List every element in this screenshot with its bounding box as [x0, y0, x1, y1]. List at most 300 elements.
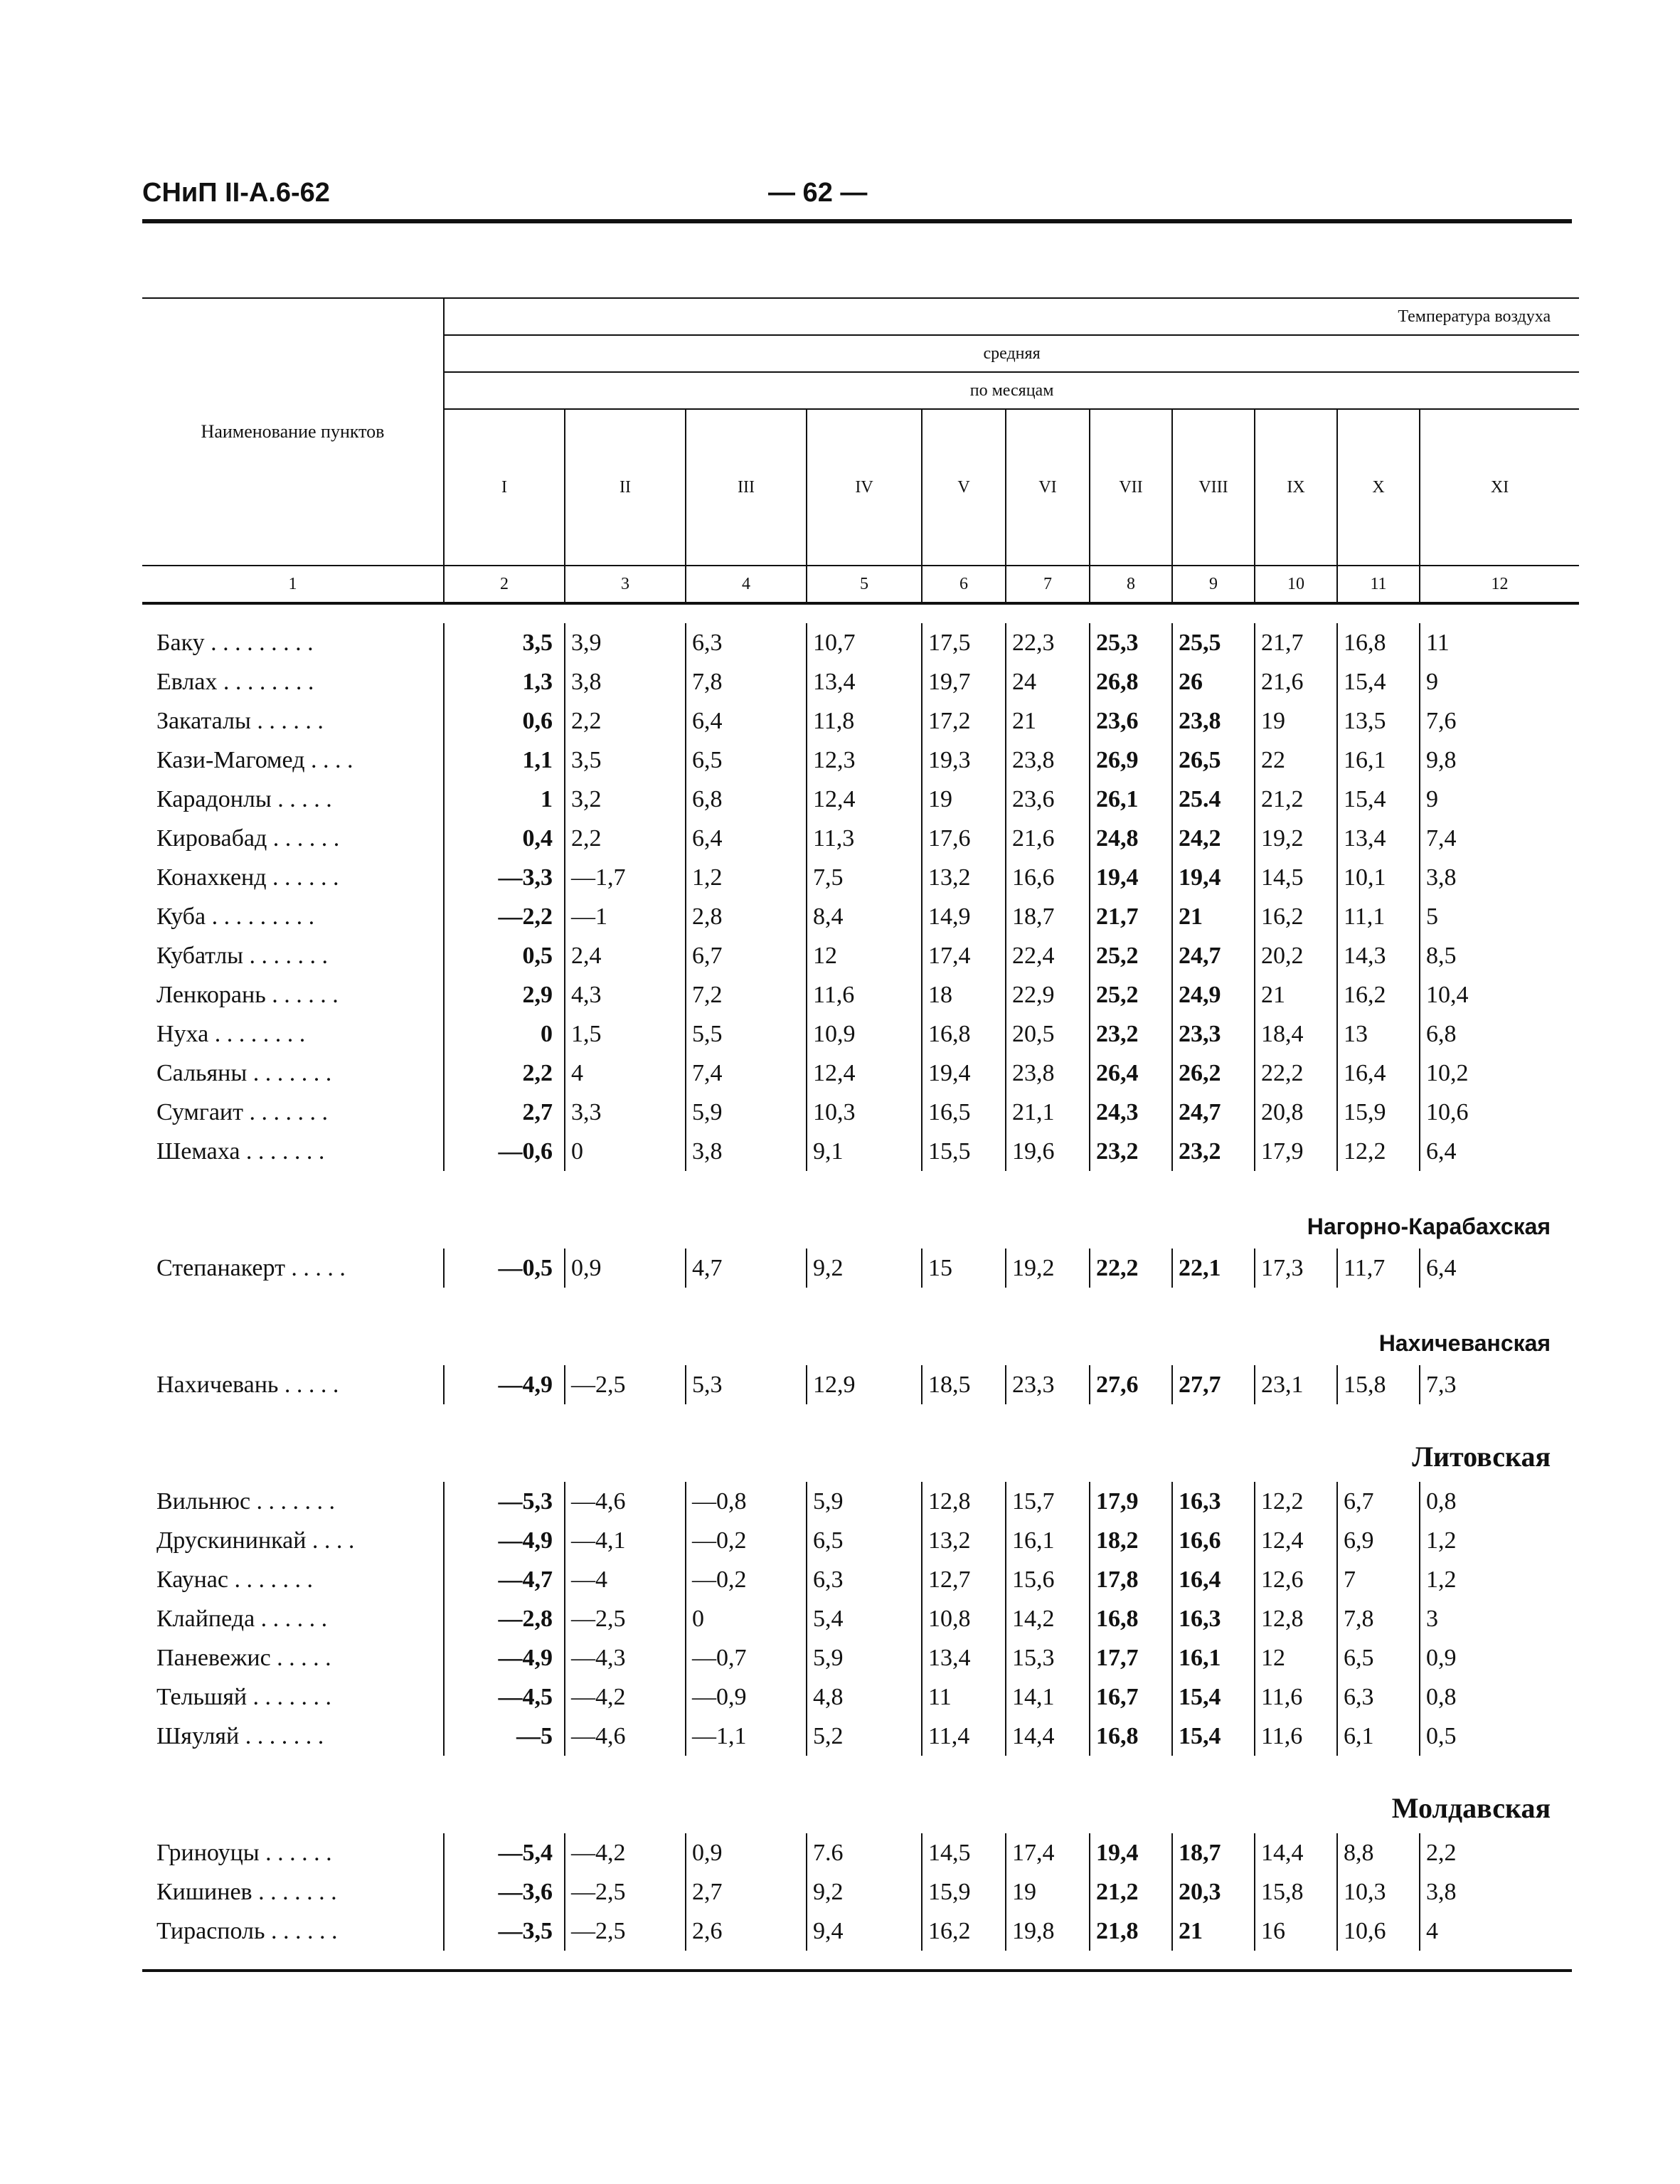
- temp-cell-month-9: 17,3: [1255, 1249, 1337, 1288]
- temp-cell-month-5: 15,5: [922, 1132, 1006, 1171]
- temp-cell-month-10: 11,1: [1337, 897, 1420, 936]
- column-number-row: [142, 566, 1579, 603]
- temp-cell-month-7: 19,4: [1090, 1833, 1172, 1872]
- temp-cell-month-4: 12,4: [807, 780, 922, 819]
- station-name: Тельшяй . . . . . . .: [142, 1677, 444, 1717]
- temp-cell-month-6: 23,8: [1006, 741, 1090, 780]
- table-row: [142, 1560, 1579, 1599]
- temp-cell-month-4: 11,6: [807, 975, 922, 1014]
- temp-cell-month-1: —4,5: [444, 1677, 565, 1717]
- temp-cell-month-7: 25,3: [1090, 623, 1172, 662]
- temp-cell-month-3: 4,7: [686, 1249, 807, 1288]
- temp-cell-month-5: 17,4: [922, 936, 1006, 975]
- station-name: Сальяны . . . . . . .: [142, 1054, 444, 1093]
- sub-sub-header: по месяцам: [444, 372, 1579, 409]
- temp-cell-month-1: —3,5: [444, 1912, 565, 1951]
- column-number-5: 5: [807, 566, 922, 603]
- temp-cell-month-10: 15,9: [1337, 1093, 1420, 1132]
- temp-cell-month-11: 7,6: [1426, 707, 1457, 734]
- temp-cell-month-11: 0,5: [1426, 1722, 1457, 1749]
- month-header-8: VIII: [1172, 409, 1255, 566]
- table-row: [142, 1054, 1579, 1093]
- temp-cell-month-4: 10,3: [807, 1093, 922, 1132]
- temp-cell-month-6: 23,8: [1006, 1054, 1090, 1093]
- group-header: Температура воздуха: [444, 298, 1579, 335]
- temp-cell-month-8: 24,7: [1172, 1093, 1255, 1132]
- temp-cell-month-11: 5: [1426, 903, 1438, 930]
- temp-cell-month-10: 6,3: [1337, 1677, 1420, 1717]
- temp-cell-month-11: 9: [1426, 785, 1438, 812]
- station-name: Кубатлы . . . . . . .: [142, 936, 444, 975]
- page-number: — 62 —: [768, 178, 868, 208]
- temp-cell-month-8: 20,3: [1172, 1872, 1255, 1912]
- table-row: [142, 1132, 1579, 1171]
- temp-cell-month-6: 22,3: [1006, 623, 1090, 662]
- temp-cell-month-6: 23,3: [1006, 1365, 1090, 1404]
- column-number-11: 11: [1337, 566, 1420, 603]
- temp-cell-month-3: —0,9: [686, 1677, 807, 1717]
- temp-cell-month-10: 13: [1337, 1014, 1420, 1054]
- temp-cell-month-11: 7,3: [1426, 1371, 1457, 1398]
- month-header-5: V: [922, 409, 1006, 566]
- temp-cell-month-3: 6,4: [686, 819, 807, 858]
- temp-cell-month-11: 4: [1426, 1917, 1438, 1944]
- station-name: Нахичевань . . . . .: [142, 1365, 444, 1404]
- temp-cell-month-1: 3,5: [444, 623, 565, 662]
- temp-cell-month-7: 26,8: [1090, 662, 1172, 701]
- month-header-11: XI: [1420, 409, 1579, 566]
- temp-cell-month-2: —4,2: [565, 1833, 686, 1872]
- temp-cell-month-9: 19,2: [1255, 819, 1337, 858]
- temp-cell-month-9: 16,2: [1255, 897, 1337, 936]
- temp-cell-month-11: 0,8: [1426, 1683, 1457, 1710]
- temp-cell-month-5: 14,9: [922, 897, 1006, 936]
- temp-cell-month-7: 17,8: [1090, 1560, 1172, 1599]
- temp-cell-month-11: 6,8: [1426, 1020, 1457, 1047]
- temp-cell-month-8: 23,8: [1172, 701, 1255, 741]
- temp-cell-month-7: 23,2: [1090, 1132, 1172, 1171]
- temp-cell-month-11: 11: [1426, 629, 1450, 656]
- temp-cell-month-10: 10,6: [1337, 1912, 1420, 1951]
- column-number-6: 6: [922, 566, 1006, 603]
- temp-cell-month-4: 9,1: [807, 1132, 922, 1171]
- temp-cell-month-6: 21: [1006, 701, 1090, 741]
- temp-cell-month-8: 25.4: [1172, 780, 1255, 819]
- temp-cell-month-1: —0,5: [444, 1249, 565, 1288]
- temp-cell-month-4: 9,4: [807, 1912, 922, 1951]
- temp-cell-month-4: 11,3: [807, 819, 922, 858]
- temp-cell-month-3: 6,4: [686, 701, 807, 741]
- station-name: Ленкорань . . . . . .: [142, 975, 444, 1014]
- temp-cell-month-3: —0,7: [686, 1638, 807, 1677]
- table-row: [142, 741, 1579, 780]
- temp-cell-month-2: —4,2: [565, 1677, 686, 1717]
- temp-cell-month-8: 16,3: [1172, 1599, 1255, 1638]
- temp-cell-month-1: —4,9: [444, 1521, 565, 1560]
- table-row: [142, 780, 1579, 819]
- temp-cell-month-3: —0,2: [686, 1521, 807, 1560]
- station-name: Кази-Магомед . . . .: [142, 741, 444, 780]
- temp-cell-month-6: 16,6: [1006, 858, 1090, 897]
- temp-cell-month-6: 20,5: [1006, 1014, 1090, 1054]
- temp-cell-month-11: 9: [1426, 668, 1438, 695]
- column-number-4: 4: [686, 566, 807, 603]
- column-number-12: 12: [1420, 566, 1579, 603]
- temp-cell-month-10: 15,4: [1337, 780, 1420, 819]
- temp-cell-month-3: 5,5: [686, 1014, 807, 1054]
- temp-cell-month-9: 23,1: [1255, 1365, 1337, 1404]
- temp-cell-month-8: 19,4: [1172, 858, 1255, 897]
- temp-cell-month-7: 16,8: [1090, 1717, 1172, 1756]
- temp-cell-month-10: 15,8: [1337, 1365, 1420, 1404]
- station-name: Степанакерт . . . . .: [142, 1249, 444, 1288]
- temp-cell-month-4: 11,8: [807, 701, 922, 741]
- region-row: [142, 1404, 1579, 1482]
- temp-cell-month-5: 17,2: [922, 701, 1006, 741]
- temp-cell-month-1: 0,4: [444, 819, 565, 858]
- table-row: [142, 1717, 1579, 1756]
- temp-cell-month-4: 10,7: [807, 623, 922, 662]
- sub-header: средняя: [444, 335, 1579, 372]
- temp-cell-month-6: 23,6: [1006, 780, 1090, 819]
- temp-cell-month-8: 16,3: [1172, 1482, 1255, 1521]
- temp-cell-month-6: 19: [1006, 1872, 1090, 1912]
- temp-cell-month-6: 17,4: [1006, 1833, 1090, 1872]
- station-name: Карадонлы . . . . .: [142, 780, 444, 819]
- temp-cell-month-7: 16,8: [1090, 1599, 1172, 1638]
- temp-cell-month-6: 22,4: [1006, 936, 1090, 975]
- temp-cell-month-11: 8,5: [1426, 942, 1457, 969]
- temp-cell-month-1: 2,2: [444, 1054, 565, 1093]
- temp-cell-month-8: 27,7: [1172, 1365, 1255, 1404]
- temp-cell-month-7: 17,7: [1090, 1638, 1172, 1677]
- temp-cell-month-2: —1: [565, 897, 686, 936]
- temp-cell-month-5: 12,8: [922, 1482, 1006, 1521]
- temp-cell-month-9: 20,2: [1255, 936, 1337, 975]
- temp-cell-month-2: —4: [565, 1560, 686, 1599]
- temp-cell-month-9: 12,8: [1255, 1599, 1337, 1638]
- temp-cell-month-7: 18,2: [1090, 1521, 1172, 1560]
- station-name: Закаталы . . . . . .: [142, 701, 444, 741]
- table-row: [142, 1872, 1579, 1912]
- table-row: [142, 936, 1579, 975]
- temp-cell-month-6: 15,6: [1006, 1560, 1090, 1599]
- temp-cell-month-3: 2,7: [686, 1872, 807, 1912]
- temp-cell-month-1: —4,7: [444, 1560, 565, 1599]
- temp-cell-month-10: 8,8: [1337, 1833, 1420, 1872]
- temp-cell-month-9: 14,4: [1255, 1833, 1337, 1872]
- temp-cell-month-3: 5,9: [686, 1093, 807, 1132]
- temp-cell-month-6: 18,7: [1006, 897, 1090, 936]
- temp-cell-month-1: —3,6: [444, 1872, 565, 1912]
- temp-cell-month-4: 7,5: [807, 858, 922, 897]
- table-row: [142, 858, 1579, 897]
- temp-cell-month-6: 19,8: [1006, 1912, 1090, 1951]
- table-row: [142, 1833, 1579, 1872]
- temp-cell-month-3: 5,3: [686, 1365, 807, 1404]
- month-header-9: IX: [1255, 409, 1337, 566]
- temp-cell-month-8: 26: [1172, 662, 1255, 701]
- temp-cell-month-4: 7.6: [807, 1833, 922, 1872]
- temp-cell-month-5: 15,9: [922, 1872, 1006, 1912]
- temp-cell-month-6: 15,7: [1006, 1482, 1090, 1521]
- temp-cell-month-10: 6,1: [1337, 1717, 1420, 1756]
- temp-cell-month-2: —2,5: [565, 1365, 686, 1404]
- station-name: Кировабад . . . . . .: [142, 819, 444, 858]
- temp-cell-month-6: 16,1: [1006, 1521, 1090, 1560]
- station-name: Евлах . . . . . . . .: [142, 662, 444, 701]
- temp-cell-month-8: 22,1: [1172, 1249, 1255, 1288]
- month-header-10: X: [1337, 409, 1420, 566]
- temp-cell-month-2: 2,2: [565, 819, 686, 858]
- header-rule: [142, 219, 1572, 223]
- temp-cell-month-10: 13,5: [1337, 701, 1420, 741]
- temp-cell-month-9: 12,6: [1255, 1560, 1337, 1599]
- temp-cell-month-9: 14,5: [1255, 858, 1337, 897]
- temp-cell-month-7: 21,8: [1090, 1912, 1172, 1951]
- temp-cell-month-8: 15,4: [1172, 1717, 1255, 1756]
- temp-cell-month-5: 16,2: [922, 1912, 1006, 1951]
- temp-cell-month-6: 14,2: [1006, 1599, 1090, 1638]
- temp-cell-month-4: 5,4: [807, 1599, 922, 1638]
- temp-cell-month-5: 11,4: [922, 1717, 1006, 1756]
- temp-cell-month-9: 17,9: [1255, 1132, 1337, 1171]
- temp-cell-month-2: 2,4: [565, 936, 686, 975]
- temp-cell-month-2: —2,5: [565, 1599, 686, 1638]
- temp-cell-month-1: —5: [444, 1717, 565, 1756]
- temp-cell-month-2: —1,7: [565, 858, 686, 897]
- temp-cell-month-6: 15,3: [1006, 1638, 1090, 1677]
- temp-cell-month-1: —5,3: [444, 1482, 565, 1521]
- temp-cell-month-7: 16,7: [1090, 1677, 1172, 1717]
- temp-cell-month-8: 21: [1172, 1912, 1255, 1951]
- temp-cell-month-9: 20,8: [1255, 1093, 1337, 1132]
- temp-cell-month-6: 22,9: [1006, 975, 1090, 1014]
- table-row: [142, 1249, 1579, 1288]
- table-row: [142, 1093, 1579, 1132]
- temp-cell-month-3: 6,5: [686, 741, 807, 780]
- bottom-rule: [142, 1969, 1572, 1972]
- temp-cell-month-4: 13,4: [807, 662, 922, 701]
- temp-cell-month-11: 2,2: [1426, 1839, 1457, 1866]
- temp-cell-month-10: 16,1: [1337, 741, 1420, 780]
- temp-cell-month-3: 0: [686, 1599, 807, 1638]
- temp-cell-month-9: 11,6: [1255, 1717, 1337, 1756]
- column-number-10: 10: [1255, 566, 1337, 603]
- temp-cell-month-3: 7,8: [686, 662, 807, 701]
- temp-cell-month-2: 3,9: [565, 623, 686, 662]
- temp-cell-month-10: 13,4: [1337, 819, 1420, 858]
- station-name: Друскининкай . . . .: [142, 1521, 444, 1560]
- temp-cell-month-1: 1,3: [444, 662, 565, 701]
- temp-cell-month-8: 16,6: [1172, 1521, 1255, 1560]
- temp-cell-month-11: 6,4: [1426, 1138, 1457, 1165]
- table-row: [142, 975, 1579, 1014]
- document-code: СНиП II-А.6-62: [142, 178, 330, 208]
- temp-cell-month-2: 0: [565, 1132, 686, 1171]
- temp-cell-month-2: —4,6: [565, 1717, 686, 1756]
- temp-cell-month-11: 7,4: [1426, 825, 1457, 852]
- temp-cell-month-5: 13,2: [922, 1521, 1006, 1560]
- temp-cell-month-4: 10,9: [807, 1014, 922, 1054]
- temp-cell-month-10: 11,7: [1337, 1249, 1420, 1288]
- region-row: [142, 1171, 1579, 1249]
- temp-cell-month-2: 3,2: [565, 780, 686, 819]
- temp-cell-month-3: —0,8: [686, 1482, 807, 1521]
- temp-cell-month-11: 10,6: [1426, 1098, 1469, 1125]
- temp-cell-month-8: 16,4: [1172, 1560, 1255, 1599]
- temp-cell-month-5: 19,4: [922, 1054, 1006, 1093]
- station-name: Баку . . . . . . . . .: [142, 623, 444, 662]
- temp-cell-month-11: 10,2: [1426, 1059, 1469, 1086]
- temp-cell-month-5: 11: [922, 1677, 1006, 1717]
- temp-cell-month-1: 0: [444, 1014, 565, 1054]
- temp-cell-month-11: 0,8: [1426, 1488, 1457, 1515]
- temp-cell-month-2: 3,8: [565, 662, 686, 701]
- temp-cell-month-4: 6,3: [807, 1560, 922, 1599]
- temp-cell-month-7: 21,7: [1090, 897, 1172, 936]
- temp-cell-month-4: 12,9: [807, 1365, 922, 1404]
- temp-cell-month-9: 12,4: [1255, 1521, 1337, 1560]
- temp-cell-month-4: 5,2: [807, 1717, 922, 1756]
- table-row: [142, 897, 1579, 936]
- temp-cell-month-7: 17,9: [1090, 1482, 1172, 1521]
- temp-cell-month-1: 0,5: [444, 936, 565, 975]
- temp-cell-month-9: 22,2: [1255, 1054, 1337, 1093]
- temp-cell-month-9: 12: [1255, 1638, 1337, 1677]
- temp-cell-month-9: 15,8: [1255, 1872, 1337, 1912]
- temp-cell-month-6: 24: [1006, 662, 1090, 701]
- temp-cell-month-8: 24,9: [1172, 975, 1255, 1014]
- temp-cell-month-3: 6,8: [686, 780, 807, 819]
- temp-cell-month-9: 21,6: [1255, 662, 1337, 701]
- temp-cell-month-2: 1,5: [565, 1014, 686, 1054]
- temp-cell-month-1: —2,8: [444, 1599, 565, 1638]
- table-row: [142, 701, 1579, 741]
- month-header-7: VII: [1090, 409, 1172, 566]
- temp-cell-month-10: 16,2: [1337, 975, 1420, 1014]
- temp-cell-month-2: 4,3: [565, 975, 686, 1014]
- region-title: Нахичеванская: [1378, 1330, 1551, 1356]
- temp-cell-month-7: 21,2: [1090, 1872, 1172, 1912]
- temp-cell-month-9: 11,6: [1255, 1677, 1337, 1717]
- station-name: Куба . . . . . . . . .: [142, 897, 444, 936]
- temp-cell-month-7: 25,2: [1090, 936, 1172, 975]
- temp-cell-month-5: 19,3: [922, 741, 1006, 780]
- temp-cell-month-10: 16,4: [1337, 1054, 1420, 1093]
- temp-cell-month-2: 4: [565, 1054, 686, 1093]
- temp-cell-month-4: 9,2: [807, 1249, 922, 1288]
- temp-cell-month-1: 2,9: [444, 975, 565, 1014]
- station-name: Вильнюс . . . . . . .: [142, 1482, 444, 1521]
- temp-cell-month-7: 26,1: [1090, 780, 1172, 819]
- temp-cell-month-5: 10,8: [922, 1599, 1006, 1638]
- temp-cell-month-9: 16: [1255, 1912, 1337, 1951]
- temp-cell-month-11: 0,9: [1426, 1644, 1457, 1671]
- temp-cell-month-11: 1,2: [1426, 1527, 1457, 1554]
- temp-cell-month-3: 3,8: [686, 1132, 807, 1171]
- temp-cell-month-11: 1,2: [1426, 1566, 1457, 1593]
- table-row: [142, 1638, 1579, 1677]
- temp-cell-month-3: 6,3: [686, 623, 807, 662]
- temp-cell-month-10: 14,3: [1337, 936, 1420, 975]
- temp-cell-month-9: 18,4: [1255, 1014, 1337, 1054]
- temp-cell-month-11: 9,8: [1426, 746, 1457, 773]
- temp-cell-month-4: 12: [807, 936, 922, 975]
- temp-cell-month-4: 9,2: [807, 1872, 922, 1912]
- temp-cell-month-8: 26,2: [1172, 1054, 1255, 1093]
- column-number-9: 9: [1172, 566, 1255, 603]
- temp-cell-month-9: 19: [1255, 701, 1337, 741]
- temp-cell-month-4: 12,4: [807, 1054, 922, 1093]
- temp-cell-month-10: 10,3: [1337, 1872, 1420, 1912]
- temp-cell-month-10: 6,9: [1337, 1521, 1420, 1560]
- temp-cell-month-8: 25,5: [1172, 623, 1255, 662]
- column-number-2: 2: [444, 566, 565, 603]
- temp-cell-month-3: 7,4: [686, 1054, 807, 1093]
- temp-cell-month-7: 25,2: [1090, 975, 1172, 1014]
- temp-cell-month-7: 26,4: [1090, 1054, 1172, 1093]
- temp-cell-month-4: 6,5: [807, 1521, 922, 1560]
- temp-cell-month-10: 12,2: [1337, 1132, 1420, 1171]
- region-title: Литовская: [1412, 1441, 1551, 1473]
- temp-cell-month-3: 7,2: [686, 975, 807, 1014]
- temp-cell-month-6: 21,1: [1006, 1093, 1090, 1132]
- temp-cell-month-5: 19,7: [922, 662, 1006, 701]
- column-number-7: 7: [1006, 566, 1090, 603]
- temp-cell-month-5: 17,6: [922, 819, 1006, 858]
- temp-cell-month-8: 24,2: [1172, 819, 1255, 858]
- temp-cell-month-2: 0,9: [565, 1249, 686, 1288]
- month-header-3: III: [686, 409, 807, 566]
- temp-cell-month-10: 16,8: [1337, 623, 1420, 662]
- temp-cell-month-11: 3: [1426, 1605, 1438, 1632]
- temp-cell-month-11: 3,8: [1426, 1878, 1457, 1905]
- temp-cell-month-8: 16,1: [1172, 1638, 1255, 1677]
- table-body: [142, 603, 1579, 1951]
- temp-cell-month-1: —5,4: [444, 1833, 565, 1872]
- temp-cell-month-2: —2,5: [565, 1872, 686, 1912]
- temp-cell-month-5: 18,5: [922, 1365, 1006, 1404]
- temp-cell-month-1: 1: [444, 780, 565, 819]
- temp-cell-month-10: 6,7: [1337, 1482, 1420, 1521]
- region-row: [142, 1288, 1579, 1365]
- temp-cell-month-6: 19,6: [1006, 1132, 1090, 1171]
- name-column-header: Наименование пунктов: [142, 298, 444, 566]
- temp-cell-month-6: 21,6: [1006, 819, 1090, 858]
- temp-cell-month-6: 14,1: [1006, 1677, 1090, 1717]
- station-name: Каунас . . . . . . .: [142, 1560, 444, 1599]
- table-row: [142, 1014, 1579, 1054]
- temp-cell-month-3: 0,9: [686, 1833, 807, 1872]
- column-number-1: 1: [142, 566, 444, 603]
- temp-cell-month-9: 21,7: [1255, 623, 1337, 662]
- temp-cell-month-3: —0,2: [686, 1560, 807, 1599]
- table-row: [142, 1677, 1579, 1717]
- temp-cell-month-4: 4,8: [807, 1677, 922, 1717]
- station-name: Сумгаит . . . . . . .: [142, 1093, 444, 1132]
- climate-table: [142, 297, 1572, 1951]
- temp-cell-month-8: 24,7: [1172, 936, 1255, 975]
- temp-cell-month-7: 23,2: [1090, 1014, 1172, 1054]
- column-number-8: 8: [1090, 566, 1172, 603]
- temp-cell-month-5: 19: [922, 780, 1006, 819]
- temp-cell-month-3: 6,7: [686, 936, 807, 975]
- temp-cell-month-7: 26,9: [1090, 741, 1172, 780]
- temp-cell-month-4: 5,9: [807, 1638, 922, 1677]
- temp-cell-month-5: 12,7: [922, 1560, 1006, 1599]
- temp-cell-month-5: 13,2: [922, 858, 1006, 897]
